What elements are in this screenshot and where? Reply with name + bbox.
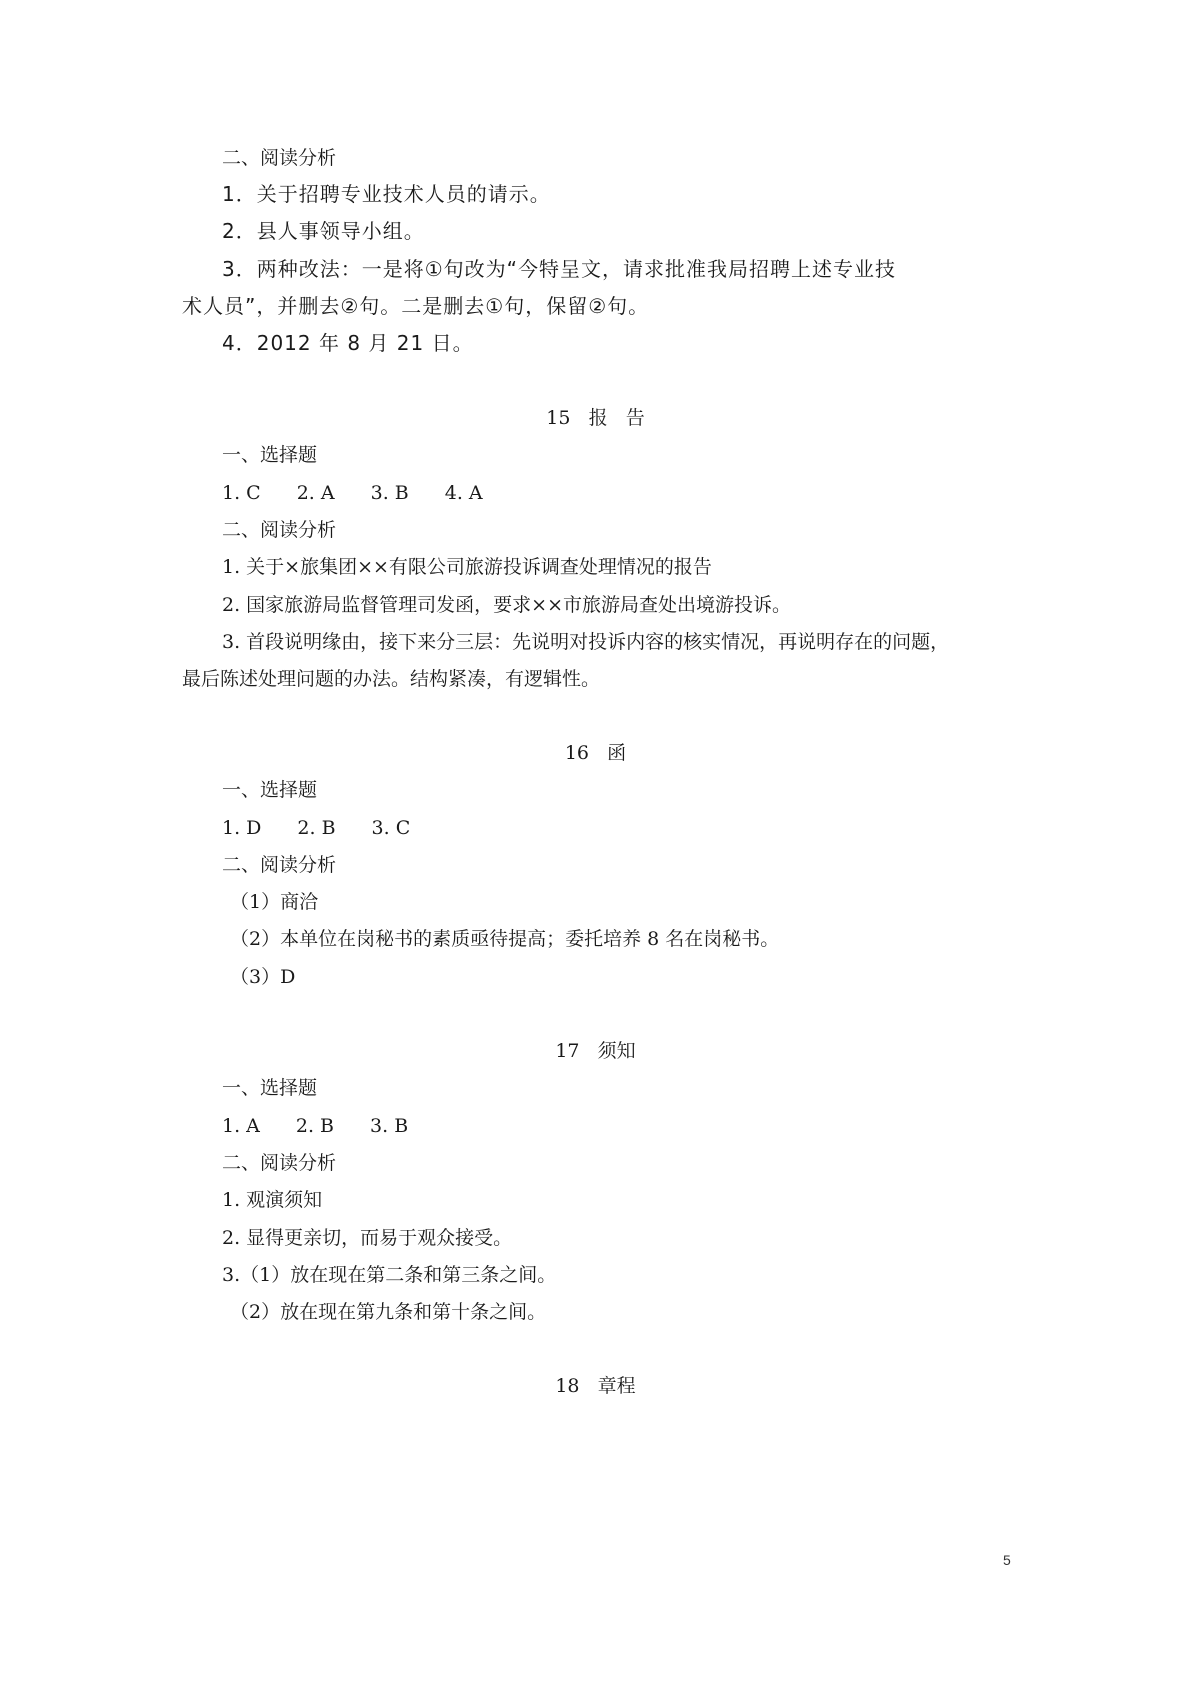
- answer-item: 3. 首段说明缘由，接下来分三层：先说明对投诉内容的核实情况，再说明存在的问题，: [222, 631, 950, 653]
- choice-answer: 4. A: [444, 482, 483, 504]
- section-title: 15 报 告: [546, 407, 645, 429]
- answer-item-continuation: 术人员”，并删去②句。二是删去①句，保留②句。: [182, 294, 650, 318]
- page-number: 5: [1003, 1552, 1011, 1568]
- answer-item: 3.（1）放在现在第二条和第三条之间。: [222, 1264, 557, 1286]
- answer-item: 4．2012 年 8 月 21 日。: [222, 331, 474, 355]
- analysis-heading: 二、阅读分析: [222, 147, 337, 169]
- section-title: 16 函: [564, 742, 627, 764]
- choice-heading: 一、选择题: [222, 1077, 318, 1099]
- section-title: 18 章程: [555, 1375, 636, 1397]
- analysis-heading: 二、阅读分析: [222, 1152, 337, 1174]
- analysis-heading: 二、阅读分析: [222, 854, 337, 876]
- answer-item: 2. 国家旅游局监督管理司发函，要求××市旅游局查处出境游投诉。: [222, 594, 792, 616]
- choice-answer: 1. A: [222, 1115, 260, 1137]
- choice-answer: 2. B: [295, 1115, 335, 1137]
- choice-answer: 2. A: [296, 482, 335, 504]
- choice-heading: 一、选择题: [222, 779, 318, 801]
- answer-item-continuation: 最后陈述处理问题的办法。结构紧凑，有逻辑性。: [182, 668, 601, 690]
- answer-item: （3）D: [230, 966, 296, 988]
- answer-item: 2. 显得更亲切，而易于观众接受。: [222, 1227, 513, 1249]
- choice-answers: [222, 1114, 408, 1138]
- choice-answer: 1. D: [222, 817, 262, 839]
- analysis-heading: 二、阅读分析: [222, 519, 337, 541]
- answer-item: （2）放在现在第九条和第十条之间。: [230, 1301, 547, 1323]
- answer-item: 1. 观演须知: [222, 1189, 323, 1211]
- choice-answer: 2. B: [297, 817, 336, 839]
- choice-heading: 一、选择题: [222, 444, 318, 466]
- answer-item: 1. 关于×旅集团××有限公司旅游投诉调查处理情况的报告: [222, 556, 712, 578]
- choice-answer: 3. B: [370, 1115, 409, 1137]
- answer-item: 2．县人事领导小组。: [222, 219, 425, 243]
- choice-answers: [222, 481, 483, 505]
- choice-answer: 1. C: [222, 482, 261, 504]
- choice-answers: [222, 816, 410, 840]
- answer-item: 1．关于招聘专业技术人员的请示。: [222, 182, 551, 206]
- choice-answer: 3. C: [371, 817, 411, 839]
- section-title: 17 须知: [555, 1040, 636, 1062]
- answer-item: 3．两种改法：一是将①句改为“今特呈文，请求批准我局招聘上述专业技: [222, 257, 897, 281]
- answer-item: （2）本单位在岗秘书的素质亟待提高；委托培养 8 名在岗秘书。: [230, 928, 780, 950]
- choice-answer: 3. B: [370, 482, 409, 504]
- answer-item: （1）商洽: [230, 891, 319, 913]
